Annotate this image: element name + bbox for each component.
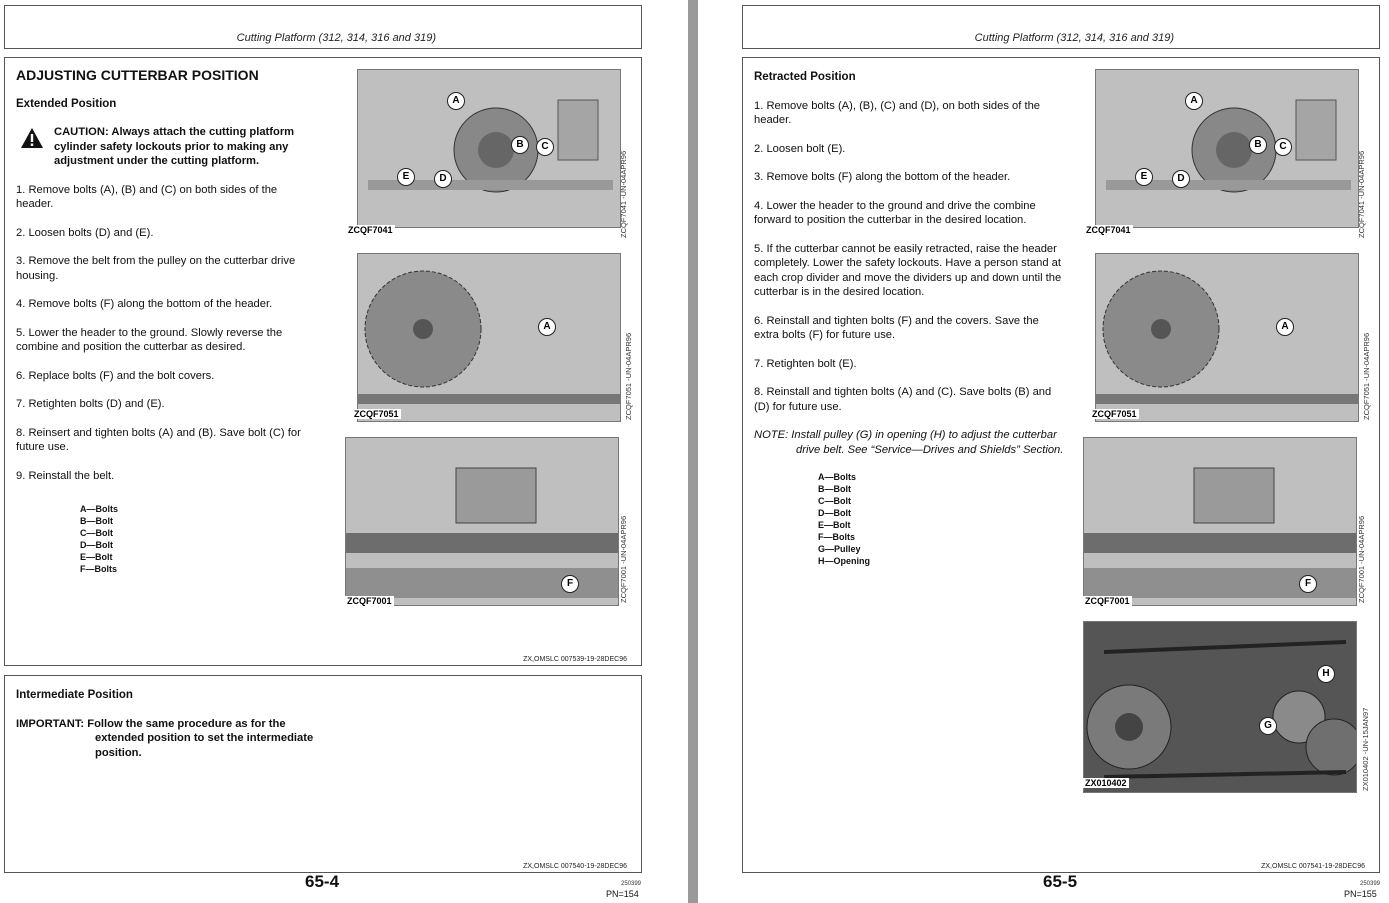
step-5: 5. If the cutterbar cannot be easily retracted, raise the header completely. Lower the safety lockouts. Have a person stand at each crop divider and move the dividers up and down until the cutterbar is in the desired location.: [754, 242, 1062, 298]
subsection-title: Retracted Position: [754, 71, 856, 83]
legend-item: C—Bolt: [80, 528, 113, 538]
figure-code: ZX010402 -UN-15JAN97: [1361, 707, 1370, 791]
figure-illustration: [358, 254, 620, 421]
callout-d: D: [1172, 170, 1190, 188]
callout-a: A: [1185, 92, 1203, 110]
figure-code: ZCQF7051 -UN-04APR96: [1362, 332, 1371, 420]
page-number: 65-5: [1043, 872, 1078, 891]
callout-e: E: [1135, 168, 1153, 186]
figure-label: ZCQF7001: [1085, 596, 1130, 606]
legend-item: C—Bolt: [818, 496, 851, 506]
print-code: 250399: [621, 881, 642, 887]
page-header: [4, 5, 642, 49]
legend-item: H—Opening: [818, 556, 870, 566]
callout-a: A: [538, 318, 556, 336]
print-code: 250399: [1360, 881, 1381, 887]
figure-label: ZCQF7041: [348, 225, 393, 235]
text-column: [16, 68, 316, 575]
step-2: 2. Loosen bolts (D) and (E).: [16, 226, 154, 239]
left-page: [0, 0, 688, 903]
note-text: NOTE: Install pulley (G) in opening (H) to adjust the cutterbar drive belt. See “Service—Drives and Shields” Section.: [754, 429, 1064, 456]
legend-item: B—Bolt: [80, 516, 113, 526]
reference-code: ZX,OMSLC 007541-19-28DEC96: [1261, 863, 1365, 870]
legend-item: F—Bolts: [80, 564, 117, 574]
callout-e: E: [397, 168, 415, 186]
figure-illustration: [1084, 622, 1356, 792]
step-4: 4. Lower the header to the ground and drive the combine forward to position the cutterbar in the desired location.: [754, 199, 1036, 226]
section-retracted: [742, 57, 1380, 873]
callout-b: B: [511, 136, 529, 154]
figure-label: ZCQF7001: [347, 596, 392, 606]
legend: [818, 471, 1066, 567]
figure-photo: [1095, 69, 1359, 228]
right-page: [698, 0, 1389, 903]
step-5: 5. Lower the header to the ground. Slowly reverse the combine and position the cutterbar as desired.: [16, 326, 283, 353]
important-text: IMPORTANT: Follow the same procedure as for the extended position to set the intermediate position.: [16, 717, 314, 759]
step-7: 7. Retighten bolts (D) and (E).: [16, 398, 165, 410]
figure-photo: [1095, 253, 1359, 422]
figure-code: ZCQF7051 -UN-04APR96: [624, 332, 633, 420]
callout-d: D: [434, 170, 452, 188]
legend-item: D—Bolt: [80, 540, 113, 550]
page-header: [742, 5, 1380, 49]
subsection-title: Intermediate Position: [16, 689, 133, 701]
legend-item: G—Pulley: [818, 544, 861, 554]
legend-item: A—Bolts: [80, 504, 118, 514]
callout-c: C: [536, 138, 554, 156]
section-intermediate: [4, 675, 642, 873]
figure-label: ZCQF7051: [1092, 409, 1137, 419]
step-2: 2. Loosen bolt (E).: [754, 142, 846, 155]
step-1: 1. Remove bolts (A), (B) and (C) on both sides of the header.: [16, 183, 278, 210]
legend: [80, 503, 316, 575]
legend-item: E—Bolt: [818, 520, 851, 530]
step-3: 3. Remove the belt from the pulley on the cutterbar drive housing.: [16, 255, 296, 282]
callout-a: A: [1276, 318, 1294, 336]
text-column: [16, 688, 321, 760]
step-9: 9. Reinstall the belt.: [16, 469, 115, 482]
step-7: 7. Retighten bolt (E).: [754, 357, 857, 370]
page-header-title: Cutting Platform (312, 314, 316 and 319): [974, 32, 1174, 44]
page-gutter: [688, 0, 698, 903]
figure-photo: [357, 253, 621, 422]
step-4: 4. Remove bolts (F) along the bottom of the header.: [16, 298, 273, 310]
figure-code: ZCQF7041 -UN-04APR96: [619, 150, 628, 238]
section-title: ADJUSTING CUTTERBAR POSITION: [16, 67, 259, 83]
reference-code: ZX,OMSLC 007539-19-28DEC96: [523, 656, 627, 663]
figure-photo: [357, 69, 621, 228]
callout-h: H: [1317, 665, 1335, 683]
subsection-title: Extended Position: [16, 97, 117, 110]
figure-illustration: [1096, 254, 1358, 421]
step-6: 6. Replace bolts (F) and the bolt covers.: [16, 369, 215, 382]
caution-block: [16, 125, 316, 169]
figure-label: ZCQF7051: [354, 409, 399, 419]
pn-number: PN=154: [606, 889, 639, 899]
figure-label: ZCQF7041: [1086, 225, 1131, 235]
step-3: 3. Remove bolts (F) along the bottom of the header.: [754, 171, 1011, 183]
figure-illustration: [358, 70, 620, 227]
text-column: [754, 70, 1066, 567]
legend-item: F—Bolts: [818, 532, 855, 542]
figure-photo: [1083, 621, 1357, 793]
callout-b: B: [1249, 136, 1267, 154]
step-8: 8. Reinstall and tighten bolts (A) and (C). Save bolts (B) and (D) for future use.: [754, 386, 1052, 413]
page-header-title: Cutting Platform (312, 314, 316 and 319): [236, 32, 436, 44]
figure-code: ZCQF7041 -UN-04APR96: [1357, 150, 1366, 238]
figure-photo: [1083, 437, 1357, 606]
legend-item: A—Bolts: [818, 472, 856, 482]
callout-a: A: [447, 92, 465, 110]
legend-item: B—Bolt: [818, 484, 851, 494]
figure-illustration: [1096, 70, 1358, 227]
page-number: 65-4: [305, 872, 340, 891]
callout-f: F: [561, 575, 579, 593]
callout-c: C: [1274, 138, 1292, 156]
figure-label: ZX010402: [1085, 778, 1127, 788]
warning-icon: [20, 127, 44, 149]
step-6: 6. Reinstall and tighten bolts (F) and the covers. Save the extra bolts (F) for future use.: [754, 314, 1039, 341]
callout-g: G: [1259, 717, 1277, 735]
figure-code: ZCQF7001 -UN-04APR96: [619, 515, 628, 603]
legend-item: E—Bolt: [80, 552, 113, 562]
pn-number: PN=155: [1344, 889, 1377, 899]
reference-code: ZX,OMSLC 007540-19-28DEC96: [523, 863, 627, 870]
step-1: 1. Remove bolts (A), (B), (C) and (D), on both sides of the header.: [754, 99, 1041, 126]
figure-photo: [345, 437, 619, 606]
caution-text: CAUTION: Always attach the cutting platform cylinder safety lockouts prior to making any adjustment under the cutting platform.: [54, 126, 295, 167]
legend-item: D—Bolt: [818, 508, 851, 518]
callout-f: F: [1299, 575, 1317, 593]
figure-code: ZCQF7001 -UN-04APR96: [1357, 515, 1366, 603]
section-extended: [4, 57, 642, 666]
step-8: 8. Reinsert and tighten bolts (A) and (B). Save bolt (C) for future use.: [16, 426, 301, 453]
